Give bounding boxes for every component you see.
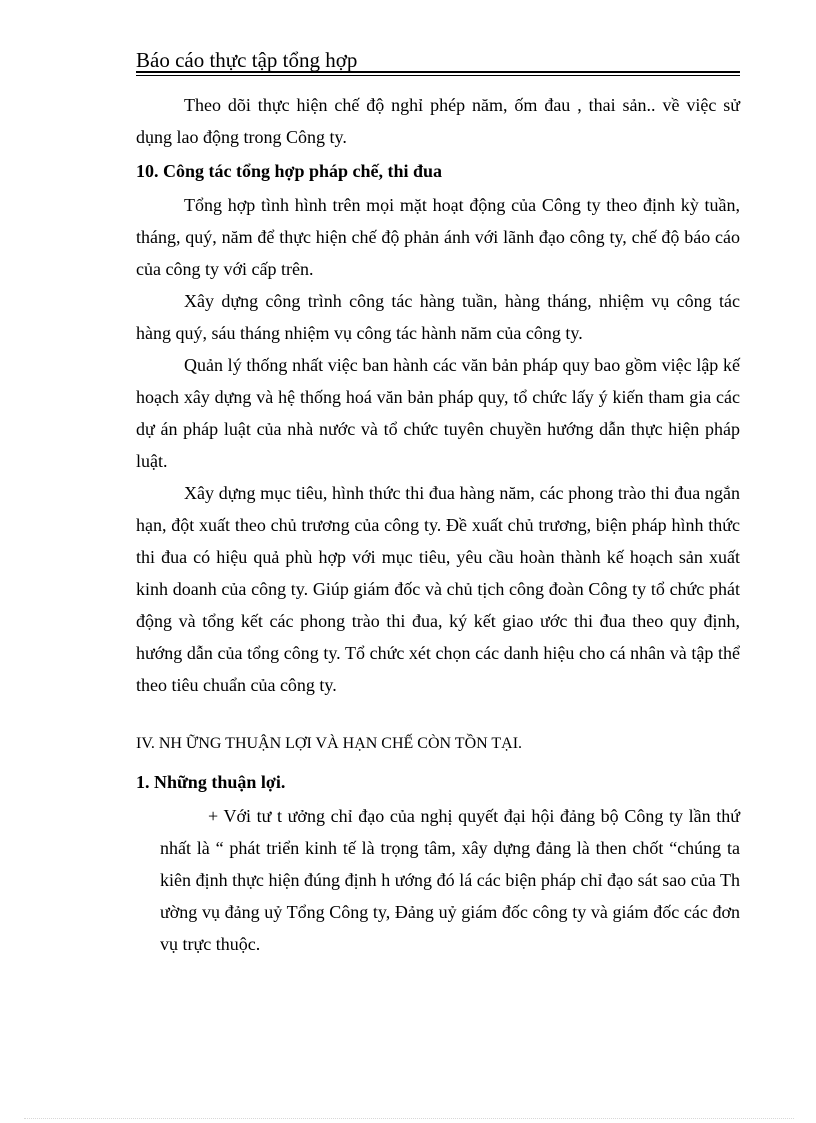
paragraph-summary-reporting: Tổng hợp tình hình trên mọi mặt hoạt động của Công ty theo định kỳ tuần, tháng, quý, năm để thực hiện chế độ phản ánh với lãnh đạo công ty, chế độ báo cáo của công ty với cấp trên. — [136, 195, 740, 279]
header-rule-thin — [136, 75, 740, 76]
heading-section-10: 10. Công tác tổng hợp pháp chế, thi đua — [136, 161, 443, 181]
heading-section-iv: IV. NH ỮNG THUẬN LỢI VÀ HẠN CHẾ CÒN TỒN TẠI. — [136, 735, 523, 752]
page-header-title: Báo cáo thực tập tổng hợp — [136, 48, 358, 72]
document-body — [136, 89, 740, 960]
paragraph-legal-documents: Quản lý thống nhất việc ban hành các văn bản pháp quy bao gồm việc lập kế hoạch xây dựng và hệ thống hoá văn bản pháp quy, tổ chức lấy ý kiến tham gia các dự án pháp luật của nhà nước và tổ chức tuyên chuyền hướng dẫn thực hiện pháp luật. — [136, 355, 740, 471]
advantages-block — [160, 800, 740, 960]
paragraph-leave-tracking: Theo dõi thực hiện chế độ nghỉ phép năm, ốm đau , thai sản.. về việc sử dụng lao động trong Công ty. — [136, 95, 740, 147]
page-bottom-border — [24, 1118, 794, 1119]
paragraph-advantage-1: + Với tư t ưởng chỉ đạo của nghị quyết đại hội đảng bộ Công ty lần thứ nhất là “ phát triển kinh tế là trọng tâm, xây dựng đảng là then chốt “chúng ta kiên định thực hiện đúng định h ướng đó lá các biện pháp chỉ đạo sát sao của Th ường vụ đảng uỷ Tổng Công ty, Đảng uỷ giám đốc công ty và giám đốc các đơn vụ trực thuộc. — [160, 806, 740, 954]
header-rule-thick — [136, 71, 740, 73]
paragraph-emulation: Xây dựng mục tiêu, hình thức thi đua hàng năm, các phong trào thi đua ngắn hạn, đột xuất theo chủ trương của công ty. Đề xuất chủ trương, biện pháp hình thức thi đua có hiệu quả phù hợp với mục tiêu, yêu cầu hoàn thành kế hoạch sản xuất kinh doanh của công ty. Giúp giám đốc và chủ tịch công đoàn Công ty tổ chức phát động và tổng kết các phong trào thi đua, ký kết giao ước thi đua theo quy định, hướng dẫn của tổng công ty. Tổ chức xét chọn các danh hiệu cho cá nhân và tập thể theo tiêu chuẩn của công ty. — [136, 483, 740, 695]
heading-advantages: 1. Những thuận lợi. — [136, 772, 286, 792]
paragraph-work-program: Xây dựng công trình công tác hàng tuần, hàng tháng, nhiệm vụ công tác hàng quý, sáu tháng nhiệm vụ công tác hành năm của công ty. — [136, 291, 740, 343]
